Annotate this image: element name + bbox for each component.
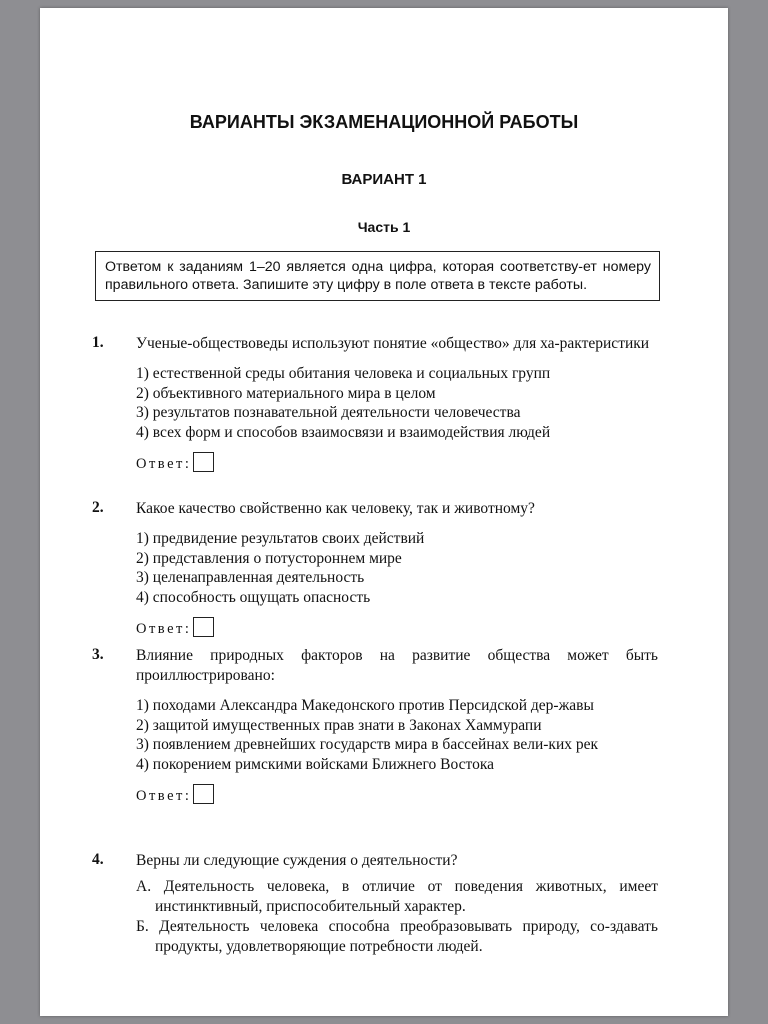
question-number: 1. bbox=[92, 334, 104, 351]
statement-list bbox=[136, 877, 658, 957]
question-text: Ученые-обществоведы используют понятие «общество» для ха-рактеристики bbox=[136, 335, 650, 352]
page-title: ВАРИАНТЫ ЭКЗАМЕНАЦИОННОЙ РАБОТЫ bbox=[189, 112, 579, 132]
document-page bbox=[40, 8, 728, 1016]
answer-label: Ответ: bbox=[136, 788, 192, 805]
option-list bbox=[136, 696, 658, 774]
answer-row bbox=[136, 450, 658, 472]
question-text: Какое качество свойственно как человеку, так и животному? bbox=[136, 500, 535, 517]
question-number: 3. bbox=[92, 646, 104, 663]
statement-a: А. Деятельность человека, в отличие от поведения животных, имеет инстинктивный, приспособительный характер. bbox=[136, 878, 658, 915]
option-2: 2) представления о потустороннем мире bbox=[136, 549, 402, 567]
variant-heading: ВАРИАНТ 1 bbox=[341, 171, 427, 188]
question-4 bbox=[92, 851, 658, 957]
option-1: 1) естественной среды обитания человека и социальных групп bbox=[136, 365, 551, 382]
question-2 bbox=[92, 499, 658, 637]
question-3 bbox=[92, 646, 658, 804]
answer-box[interactable] bbox=[193, 617, 214, 637]
option-4: 4) покорением римскими войсками Ближнего Востока bbox=[136, 755, 494, 773]
option-2: 2) объективного материального мира в целом bbox=[136, 384, 436, 402]
answer-row bbox=[136, 782, 658, 804]
option-1: 1) предвидение результатов своих действий bbox=[136, 530, 425, 547]
question-number: 4. bbox=[92, 851, 104, 868]
answer-box[interactable] bbox=[193, 784, 214, 804]
option-2: 2) защитой имущественных прав знати в Законах Хаммурапи bbox=[136, 716, 542, 734]
question-text: Верны ли следующие суждения о деятельности? bbox=[136, 852, 458, 869]
answer-row bbox=[136, 615, 658, 637]
option-4: 4) способность ощущать опасность bbox=[136, 588, 371, 606]
option-list bbox=[136, 529, 658, 607]
question-text: Влияние природных факторов на развитие общества может быть проиллюстрировано: bbox=[136, 647, 658, 684]
option-3: 3) целенаправленная деятельность bbox=[136, 569, 365, 587]
statement-b: Б. Деятельность человека способна преобразовывать природу, со-здавать продукты, удовлетворяющие потребности людей. bbox=[136, 918, 658, 955]
question-1 bbox=[92, 334, 658, 472]
option-3: 3) результатов познавательной деятельности человечества bbox=[136, 404, 521, 422]
option-1: 1) походами Александра Македонского против Персидской дер-жавы bbox=[136, 697, 594, 714]
option-4: 4) всех форм и способов взаимосвязи и взаимодействия людей bbox=[136, 423, 551, 441]
answer-label: Ответ: bbox=[136, 621, 192, 638]
answer-label: Ответ: bbox=[136, 456, 192, 473]
part-heading: Часть 1 bbox=[357, 219, 411, 235]
option-list bbox=[136, 364, 658, 442]
option-3: 3) появлением древнейших государств мира в бассейнах вели-ких рек bbox=[136, 736, 599, 754]
question-number: 2. bbox=[92, 499, 104, 516]
answer-box[interactable] bbox=[193, 452, 214, 472]
instructions-box: Ответом к заданиям 1–20 является одна цифра, которая соответству-ет номеру правильного ответа. Запишите эту цифру в поле ответа в тексте работы. bbox=[95, 251, 660, 301]
